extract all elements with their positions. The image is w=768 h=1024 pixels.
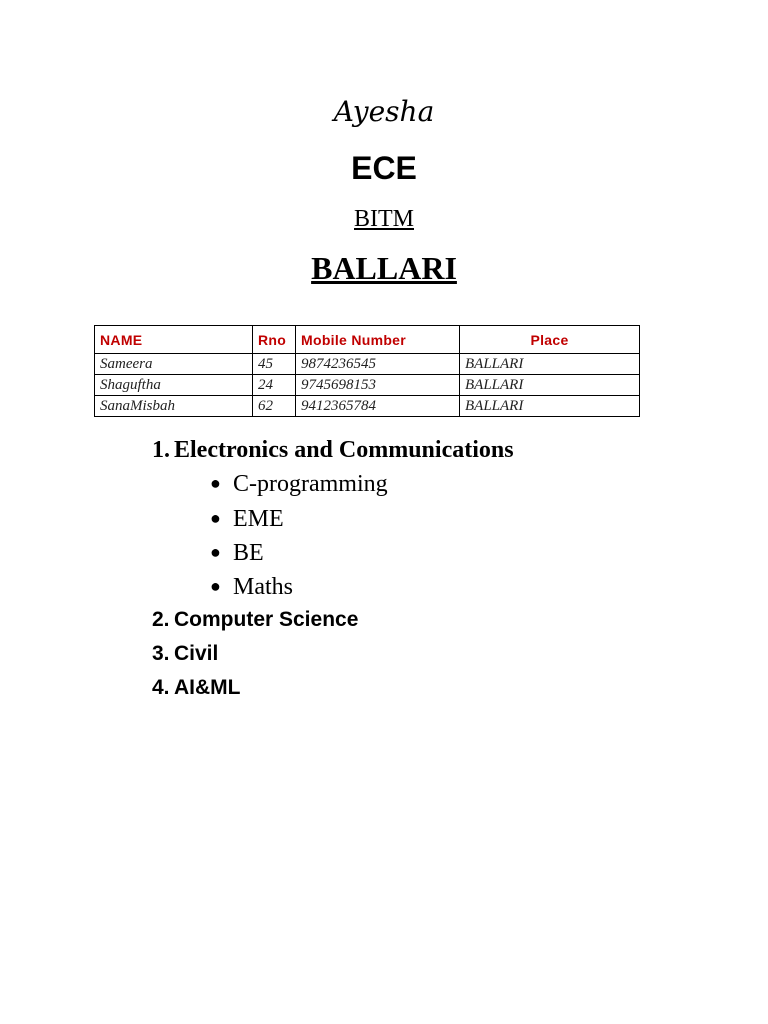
list-item xyxy=(152,604,358,636)
sub-list-item-label: BE xyxy=(233,540,264,566)
college-name: BITM xyxy=(354,206,414,232)
sub-list-item xyxy=(210,571,293,602)
list-item-number: 2. xyxy=(152,608,170,631)
bullet-icon: ● xyxy=(210,542,221,562)
sub-list-item-label: EME xyxy=(233,506,284,532)
cell-place: BALLARI xyxy=(460,396,640,417)
list-item-number: 3. xyxy=(152,642,170,665)
list-item xyxy=(152,638,218,670)
table-row xyxy=(95,396,640,417)
header-place: Place xyxy=(460,326,640,354)
list-item-label: Civil xyxy=(174,642,219,665)
list-item-number: 1. xyxy=(152,437,170,463)
list-item-label: AI&ML xyxy=(174,676,241,699)
cell-name: Sameera xyxy=(95,354,253,375)
cell-mobile: 9412365784 xyxy=(296,396,460,417)
list-item-label: Computer Science xyxy=(174,608,359,631)
sub-list-item xyxy=(210,503,284,534)
cell-name: SanaMisbah xyxy=(95,396,253,417)
cell-place: BALLARI xyxy=(460,354,640,375)
student-name: Ayesha xyxy=(333,95,435,128)
cell-rno: 45 xyxy=(253,354,296,375)
sub-list-item xyxy=(210,537,264,568)
cell-mobile: 9745698153 xyxy=(296,375,460,396)
cell-rno: 62 xyxy=(253,396,296,417)
bullet-icon: ● xyxy=(210,473,221,493)
cell-name: Shaguftha xyxy=(95,375,253,396)
header-rno: Rno xyxy=(253,326,296,354)
city-heading: BALLARI xyxy=(311,250,457,286)
department-heading: ECE xyxy=(351,150,417,186)
table-row xyxy=(95,375,640,396)
cell-rno: 24 xyxy=(253,375,296,396)
sub-list-item xyxy=(210,468,388,499)
bullet-icon: ● xyxy=(210,508,221,528)
cell-mobile: 9874236545 xyxy=(296,354,460,375)
cell-place: BALLARI xyxy=(460,375,640,396)
table-row xyxy=(95,354,640,375)
sub-list-item-label: Maths xyxy=(233,574,293,600)
list-item-label: Electronics and Communications xyxy=(174,437,514,463)
header-mobile-number: Mobile Number xyxy=(296,326,460,354)
list-item xyxy=(152,434,514,466)
header-name: NAME xyxy=(95,326,253,354)
list-item-number: 4. xyxy=(152,676,170,699)
list-item xyxy=(152,672,241,704)
sub-list-item-label: C-programming xyxy=(233,471,388,497)
students-table xyxy=(94,325,640,417)
table-header-row xyxy=(95,326,640,354)
bullet-icon: ● xyxy=(210,576,221,596)
